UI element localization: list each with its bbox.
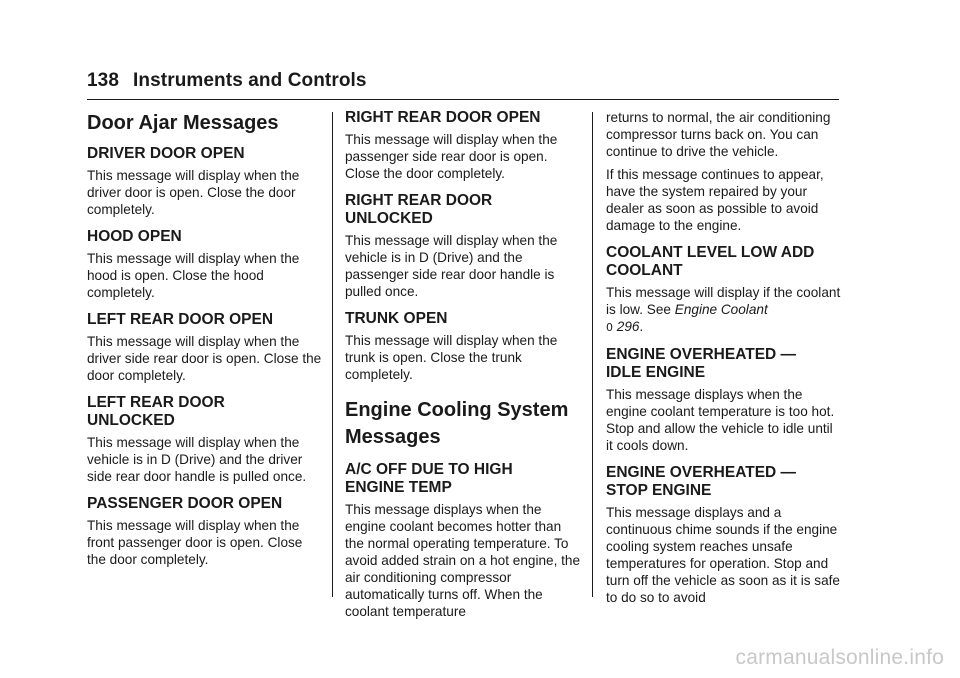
section-title: Instruments and Controls xyxy=(133,70,367,91)
heading-left-rear-door-open: LEFT REAR DOOR OPEN xyxy=(87,311,274,328)
text-ac-off: This message displays when the engine coolant becomes hotter than the normal operating temperature. To avoid added strain on a hot engine, the air conditioning compressor automatically turns off. When the coolant temperature xyxy=(345,502,581,619)
text-hood-open: This message will display when the hood is open. Close the hood completely. xyxy=(87,251,300,300)
heading-left-rear-door-unlocked: LEFT REAR DOOR UNLOCKED xyxy=(87,394,225,429)
coolant-ref-page[interactable]: 296 xyxy=(616,319,640,334)
coolant-body: This message will display if the coolant is low. See xyxy=(606,285,841,317)
heading-overheated-idle: ENGINE OVERHEATED — IDLE ENGINE xyxy=(606,346,797,381)
text-overheated-idle: This message displays when the engine coolant temperature is too hot. Stop and allow the vehicle to idle until it cools down. xyxy=(606,387,835,453)
text-left-rear-door-unlocked: This message will display when the vehicle is in D (Drive) and the driver side rear door handle is pulled once. xyxy=(87,435,307,484)
door-ajar-title: Door Ajar Messages xyxy=(87,112,279,134)
text-right-rear-door-unlocked: This message will display when the vehicle is in D (Drive) and the passenger side rear door handle is pulled once. xyxy=(345,233,558,299)
heading-ac-off: A/C OFF DUE TO HIGH ENGINE TEMP xyxy=(345,461,513,496)
text-left-rear-door-open: This message will display when the driver side rear door is open. Close the door completely. xyxy=(87,334,322,383)
text-passenger-door-open: This message will display when the front passenger door is open. Close the door completely. xyxy=(87,518,303,567)
heading-overheated-stop: ENGINE OVERHEATED — STOP ENGINE xyxy=(606,464,797,499)
column-2 xyxy=(345,107,581,626)
column-1 xyxy=(87,107,323,574)
coolant-ref-end: . xyxy=(639,319,644,334)
text-coolant-low xyxy=(606,284,842,336)
page-header xyxy=(87,70,367,92)
text-right-rear-door-open: This message will display when the passenger side rear door is open. Close the door completely. xyxy=(345,132,558,181)
column-3 xyxy=(606,107,842,612)
engine-cooling-title: Engine Cooling System Messages xyxy=(345,399,569,448)
heading-driver-door-open: DRIVER DOOR OPEN xyxy=(87,145,245,162)
text-overheated-stop: This message displays and a continuous chime sounds if the engine cooling system reaches unsafe temperatures for operation. Stop and turn off the vehicle as soon as it is safe to do so to avoid xyxy=(606,505,840,605)
watermark: carmanualsonline.info xyxy=(735,646,944,669)
column-divider-2 xyxy=(592,112,593,597)
text-repair-advice: If this message continues to appear, have the system repaired by your dealer as soon as possible to avoid damage to the engine. xyxy=(606,167,824,233)
page-number: 138 xyxy=(87,70,120,91)
text-trunk-open: This message will display when the trunk is open. Close the trunk completely. xyxy=(345,333,558,382)
column-divider-1 xyxy=(332,112,333,597)
heading-right-rear-door-unlocked: RIGHT REAR DOOR UNLOCKED xyxy=(345,192,493,227)
heading-passenger-door-open: PASSENGER DOOR OPEN xyxy=(87,495,283,512)
heading-hood-open: HOOD OPEN xyxy=(87,228,182,245)
heading-trunk-open: TRUNK OPEN xyxy=(345,310,448,327)
heading-coolant-low: COOLANT LEVEL LOW ADD COOLANT xyxy=(606,244,815,279)
header-rule xyxy=(87,99,839,100)
text-ac-continued: returns to normal, the air conditioning compressor turns back on. You can continue to drive the vehicle. xyxy=(606,110,831,159)
coolant-ref-link[interactable]: Engine Coolant xyxy=(674,302,768,317)
page-ref-icon: 0 xyxy=(606,321,613,334)
heading-right-rear-door-open: RIGHT REAR DOOR OPEN xyxy=(345,109,541,126)
text-driver-door-open: This message will display when the driver door is open. Close the door completely. xyxy=(87,168,300,217)
